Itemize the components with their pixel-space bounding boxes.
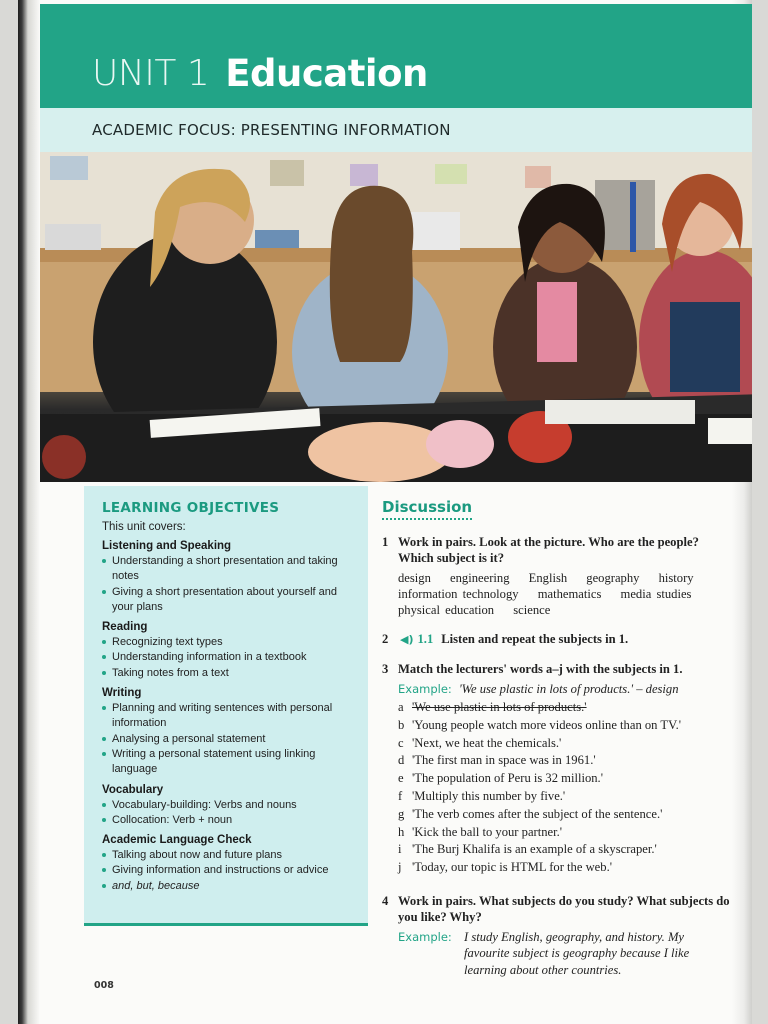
section-title-reading: Reading — [102, 621, 148, 634]
quote-item — [382, 824, 732, 842]
item-letter: e — [398, 771, 404, 786]
item-letter: j — [398, 860, 402, 875]
subject-list — [382, 570, 732, 618]
subject-word: media studies — [620, 587, 692, 601]
subject-word: design — [398, 571, 431, 585]
objective-list — [102, 798, 352, 829]
learning-objectives-intro: This unit covers: — [102, 521, 186, 533]
spine-shadow — [18, 0, 40, 1024]
item-text: 'The first man in space was in 1961.' — [412, 753, 596, 768]
objective-list — [102, 554, 352, 615]
discussion-heading: Discussion — [382, 498, 472, 520]
unit-banner — [40, 4, 752, 108]
example-line — [382, 681, 732, 697]
item-letter: c — [398, 735, 404, 750]
textbook-page — [18, 0, 752, 1024]
classroom-photo — [40, 152, 752, 482]
objective-item: Planning and writing sentences with personal information — [102, 701, 352, 732]
objective-item: Writing a personal statement using linking language — [102, 747, 352, 778]
objective-item: Talking about now and future plans — [102, 848, 352, 863]
example-label: Example: — [398, 682, 452, 696]
subject-word: engineering — [450, 571, 510, 585]
item-letter: g — [398, 806, 405, 821]
learning-objectives-panel — [84, 486, 368, 926]
question-3 — [382, 661, 732, 677]
objective-item: Analysing a personal statement — [102, 732, 352, 747]
question-text: Match the lecturers' words a–j with the subjects in 1. — [398, 662, 683, 676]
question-text: Work in pairs. What subjects do you study? What subjects do you like? Why? — [398, 893, 730, 924]
objective-item: Recognizing text types — [102, 635, 352, 650]
audio-track-number: 1.1 — [417, 632, 434, 646]
item-text: 'The population of Peru is 32 million.' — [412, 771, 603, 786]
example-label: Example: — [398, 929, 452, 944]
objective-list — [102, 848, 352, 894]
objective-list — [102, 701, 352, 777]
section-title-vocabulary: Vocabulary — [102, 783, 164, 796]
objective-list — [102, 635, 352, 681]
item-text: 'Kick the ball to your partner.' — [412, 824, 563, 839]
item-text: 'Young people watch more videos online than on TV.' — [412, 717, 681, 732]
quote-item — [382, 859, 732, 877]
question-number: 1 — [382, 535, 389, 549]
learning-objectives-heading: LEARNING OBJECTIVES — [102, 500, 280, 516]
page-number: 008 — [94, 980, 114, 991]
objective-item: Giving a short presentation about yourself and your plans — [102, 585, 352, 616]
question-4 — [382, 893, 732, 925]
quote-item — [382, 717, 732, 735]
quote-item — [382, 699, 732, 717]
subject-word: geography — [586, 571, 640, 585]
objective-item: Collocation: Verb + noun — [102, 813, 352, 828]
section-title-academic-language-check: Academic Language Check — [102, 834, 252, 847]
objective-item: Giving information and instructions or advice — [102, 863, 352, 878]
item-letter: b — [398, 717, 405, 732]
question-text: Work in pairs. Look at the picture. Who are the people? Which subject is it? — [398, 535, 699, 565]
quote-item — [382, 735, 732, 753]
question-number: 2 — [382, 632, 389, 646]
subject-word: physical education — [398, 603, 495, 617]
subject-word: information technology — [398, 587, 519, 601]
question-number: 3 — [382, 662, 389, 676]
objective-item: Understanding information in a textbook — [102, 650, 352, 665]
item-text: 'Next, we heat the chemicals.' — [412, 735, 562, 750]
section-title-listening-speaking: Listening and Speaking — [102, 540, 232, 552]
classroom-photo-illustration — [40, 152, 752, 482]
quote-item — [382, 770, 732, 788]
item-letter: d — [398, 753, 405, 768]
quote-item — [382, 841, 732, 859]
academic-focus-bar — [40, 108, 752, 152]
subject-word: English — [528, 571, 568, 585]
discussion-section — [382, 498, 732, 978]
item-letter: h — [398, 824, 405, 839]
item-text: 'The verb comes after the subject of the sentence.' — [412, 806, 663, 821]
subject-word: science — [513, 603, 551, 617]
subject-word: history — [658, 571, 694, 585]
question-text: Listen and repeat the subjects in 1. — [441, 632, 629, 646]
subject-word: mathematics — [537, 587, 602, 601]
objective-item: and, but, because — [102, 879, 352, 894]
section-title-writing: Writing — [102, 687, 142, 700]
item-text: 'We use plastic in lots of products.' — [412, 700, 587, 714]
item-letter: a — [398, 700, 404, 714]
example-block — [382, 929, 732, 979]
objective-item: Taking notes from a text — [102, 666, 352, 681]
example-text: I study English, geography, and history. My favourite subject is geography because I like learning about other countries. — [464, 929, 690, 977]
quote-item — [382, 752, 732, 770]
quote-item — [382, 806, 732, 824]
question-number: 4 — [382, 893, 389, 908]
academic-focus-text: ACADEMIC FOCUS: PRESENTING INFORMATION — [92, 121, 451, 139]
objective-item: Understanding a short presentation and taking notes — [102, 554, 352, 585]
example-text: 'We use plastic in lots of products.' – design — [458, 682, 679, 696]
item-text: 'Multiply this number by five.' — [412, 788, 566, 803]
item-letter: i — [398, 842, 402, 857]
question-2 — [382, 632, 732, 647]
objective-item: Vocabulary-building: Verbs and nouns — [102, 798, 352, 813]
unit-title: Education — [225, 51, 428, 95]
item-letter: f — [398, 788, 403, 803]
question-1 — [382, 534, 732, 566]
item-text: 'The Burj Khalifa is an example of a skyscraper.' — [412, 842, 657, 857]
quote-item — [382, 788, 732, 806]
audio-speaker-icon[interactable]: ◀) — [400, 633, 414, 646]
item-text: 'Today, our topic is HTML for the web.' — [412, 860, 612, 875]
unit-label: UNIT 1 — [92, 52, 210, 94]
